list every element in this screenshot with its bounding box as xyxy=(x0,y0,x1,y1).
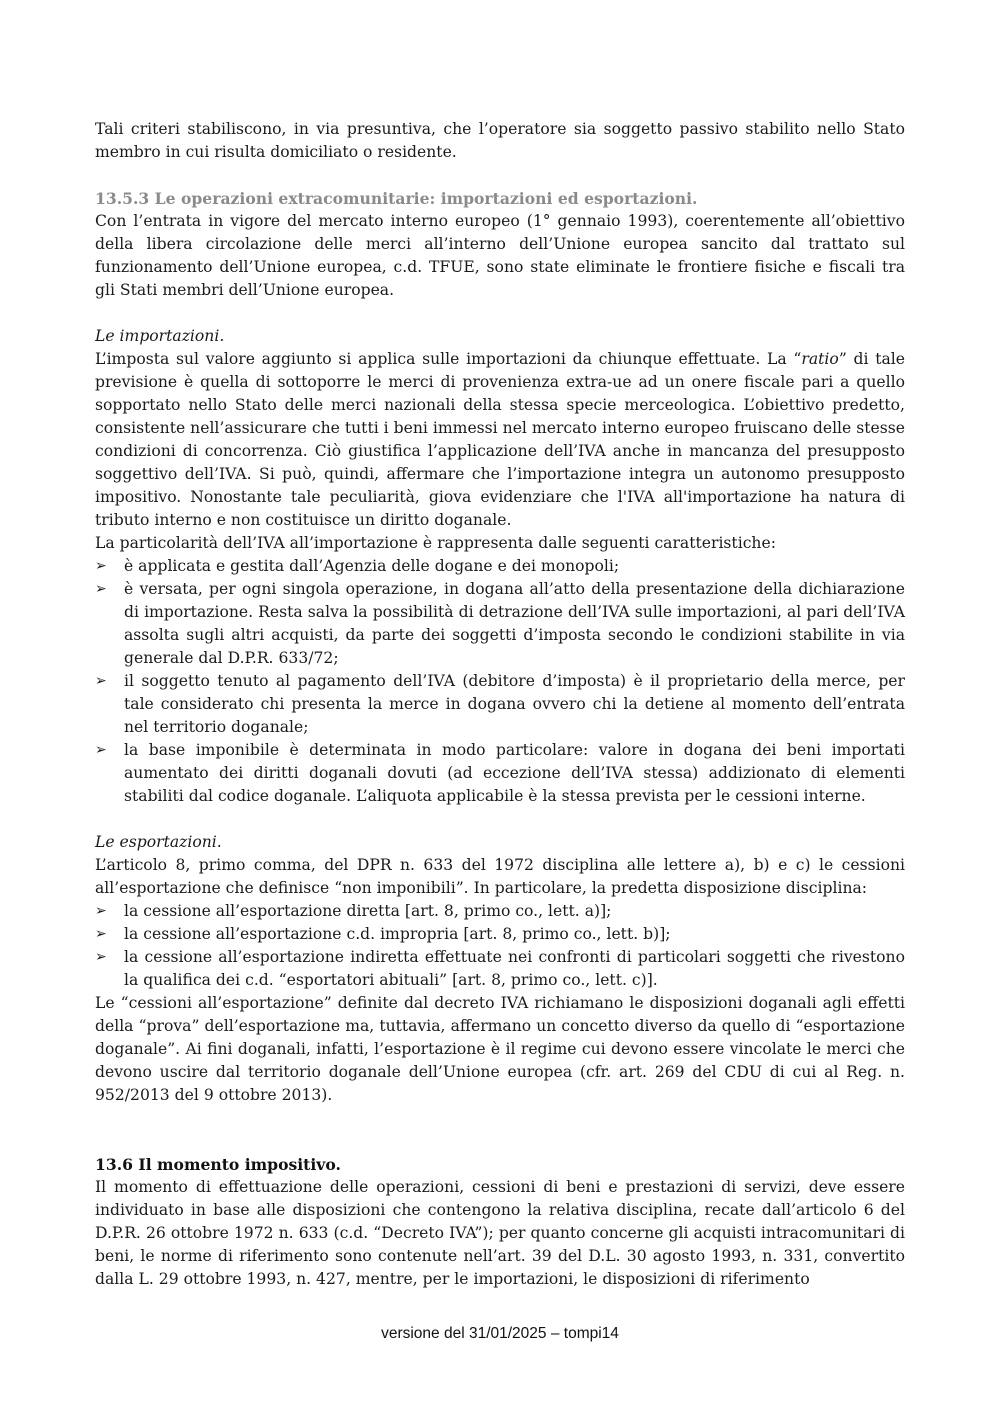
list-item: ➢ è versata, per ogni singola operazione, in dogana all’atto della presentazione della dichiarazione di importazione. Resta salva la possibilità di detrazione dell’IVA sulle importazioni, al pari dell’IVA assolta sugli altri acquisti, da parte dei soggetti d’imposta secondo le condizioni stabilite in via generale dal D.P.R. 633/72; xyxy=(95,580,905,667)
esportazioni-paragraph: L’articolo 8, primo comma, del DPR n. 633 del 1972 disciplina alle lettere a), b) e c) le cessioni all’esportazione che definisce “non imponibili”. In particolare, la predetta disposizione disciplina: xyxy=(95,856,905,897)
arrow-bullet-icon: ➢ xyxy=(95,949,107,965)
arrow-bullet-icon: ➢ xyxy=(95,558,107,574)
arrow-bullet-icon: ➢ xyxy=(95,742,107,758)
esportazioni-closing-paragraph: Le “cessioni all’esportazione” definite dal decreto IVA richiamano le disposizioni doganali agli effetti della “prova” dell’esportazione ma, tuttavia, affermano un concetto diverso da quello di “esportazione doganale”. Ai fini doganali, infatti, l’esportazione è il regime cui devono essere vincolate le merci che devono uscire dal territorio doganale dell’Unione europea (cfr. art. 269 del CDU di cui al Reg. n. 952/2013 del 9 ottobre 2013). xyxy=(95,994,905,1104)
arrow-bullet-icon: ➢ xyxy=(95,581,107,597)
section-136-paragraph: Il momento di effettuazione delle operazioni, cessioni di beni e prestazioni di servizi, deve essere individuato in base alle disposizioni che contengono la relativa disciplina, recate dall’articolo 6 del D.P.R. 26 ottobre 1972 n. 633 (c.d. “Decreto IVA”); per quanto concerne gli acquisti intracomunitari di beni, le norme di riferimento sono contenute nell’art. 39 del D.L. 30 agosto 1993, n. 331, convertito dalla L. 29 ottobre 1993, n. 427, mentre, per le importazioni, le disposizioni di riferimento xyxy=(95,1178,905,1288)
intro-paragraph: Tali criteri stabiliscono, in via presuntiva, che l’operatore sia soggetto passivo stabilito nello Stato membro in cui risulta domiciliato o residente. xyxy=(95,120,905,161)
page-footer: versione del 31/01/2025 – tompi14 xyxy=(381,1325,619,1342)
list-item: ➢ è applicata e gestita dall’Agenzia delle dogane e dei monopoli; xyxy=(95,555,905,578)
esportazioni-bullet-list xyxy=(95,900,905,992)
list-item: ➢ il soggetto tenuto al pagamento dell’IVA (debitore d’imposta) è il proprietario della merce, per tale considerato chi presenta la merce in dogana ovvero chi la detiene al momento dell’entrata nel territorio doganale; xyxy=(95,672,905,736)
importazioni-features-intro: La particolarità dell’IVA all’importazione è rappresenta dalle seguenti caratteristiche: xyxy=(95,534,776,552)
list-item: ➢ la cessione all’esportazione c.d. impropria [art. 8, primo co., lett. b)]; xyxy=(95,923,905,946)
ratio-term: ratio xyxy=(801,350,839,368)
section-1353-heading: 13.5.3 Le operazioni extracomunitarie: importazioni ed esportazioni. xyxy=(95,189,698,208)
section-1353-paragraph: Con l’entrata in vigore del mercato interno europeo (1° gennaio 1993), coerentemente all’obiettivo della libera circolazione delle merci all’interno dell’Unione europea sancito dal trattato sul funzionamento dell’Unione europea, c.d. TFUE, sono state eliminate le frontiere fisiche e fiscali tra gli Stati membri dell’Unione europea. xyxy=(95,212,905,299)
esportazioni-title: Le esportazioni. xyxy=(95,833,222,851)
list-item: ➢ la base imponibile è determinata in modo particolare: valore in dogana dei beni importati aumentato dei diritti doganali dovuti (ad eccezione dell’IVA stessa) addizionato di elementi stabiliti dal codice doganale. L’aliquota applicabile è la stessa prevista per le cessioni interne. xyxy=(95,741,905,805)
importazioni-bullet-list xyxy=(95,555,905,808)
arrow-bullet-icon: ➢ xyxy=(95,673,107,689)
list-item: ➢ la cessione all’esportazione diretta [art. 8, primo co., lett. a)]; xyxy=(95,900,905,923)
list-item: ➢ la cessione all’esportazione indiretta effettuate nei confronti di particolari soggetti che rivestono la qualifica dei c.d. “esportatori abituali” [art. 8, primo co., lett. c)]. xyxy=(95,948,905,989)
arrow-bullet-icon: ➢ xyxy=(95,926,107,942)
importazioni-paragraph: L’imposta sul valore aggiunto si applica sulle importazioni da chiunque effettuate. La “ratio” di tale previsione è quella di sottoporre le merci di provenienza extra-ue ad un onere fiscale pari a quello sopportato nello Stato delle merci nazionali della stessa specie merceologica. L’obiettivo predetto, consistente nell’assicurare che tutti i beni immessi nel mercato interno europeo fruiscano delle stesse condizioni di concorrenza. Ciò giustifica l’applicazione dell’IVA anche in mancanza del presupposto soggettivo dell’IVA. Si può, quindi, affermare che l’importazione integra un autonomo presupposto impositivo. Nonostante tale peculiarità, giova evidenziare che l'IVA all'importazione ha natura di tributo interno e non costituisce un diritto doganale. xyxy=(95,350,905,529)
document-page xyxy=(95,118,905,1291)
importazioni-title: Le importazioni. xyxy=(95,327,225,345)
arrow-bullet-icon: ➢ xyxy=(95,903,107,919)
section-136-heading: 13.6 Il momento impositivo. xyxy=(95,1155,341,1174)
